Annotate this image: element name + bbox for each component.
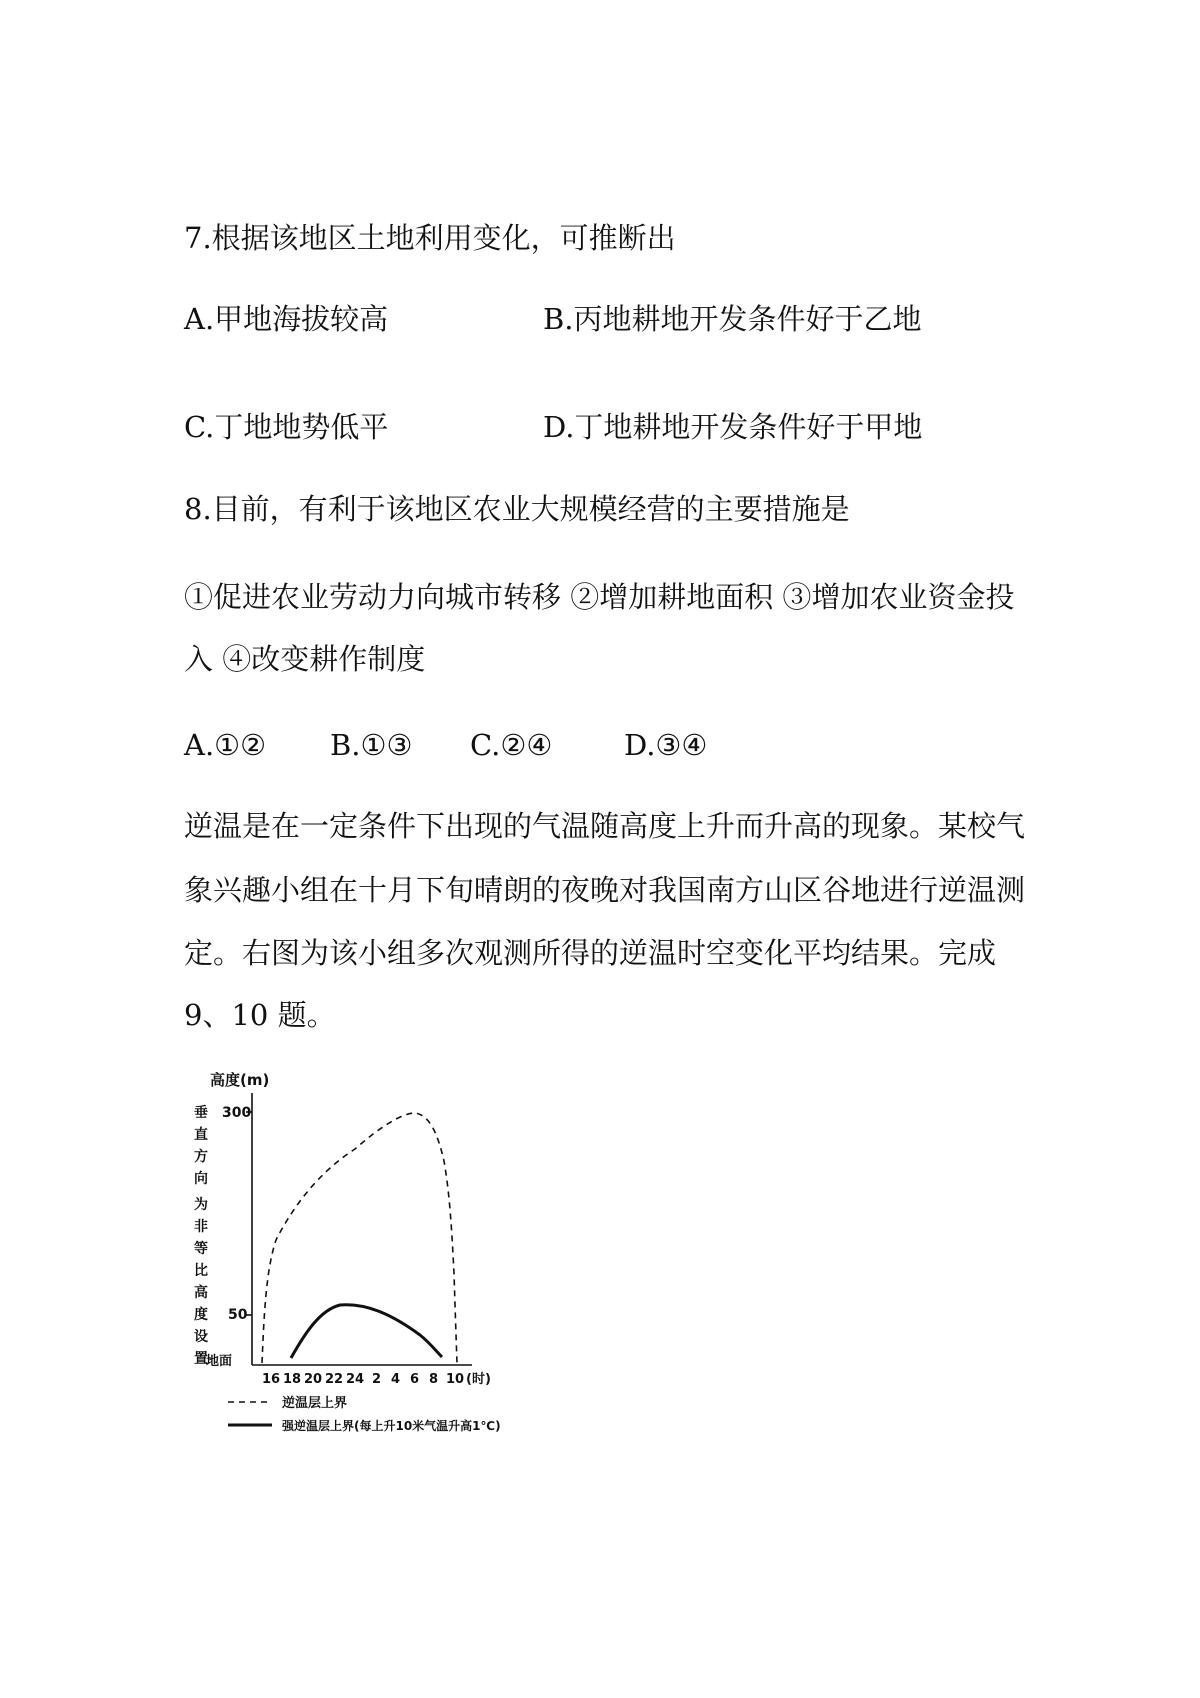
x-tick: 24 [346, 1372, 365, 1387]
q7-option-b: B.丙地耕地开发条件好于乙地 [543, 302, 922, 336]
x-tick-labels [262, 1372, 491, 1387]
y-side-char: 垂 [194, 1105, 208, 1121]
y-side-char: 等 [194, 1241, 208, 1257]
q7-option-c: C.丁地地势低平 [184, 410, 389, 444]
y-side-char: 方 [194, 1149, 208, 1165]
q8-stem: 8.目前，有利于该地区农业大规模经营的主要措施是 [184, 492, 850, 526]
x-tick: 16 [262, 1372, 281, 1387]
ground-label: 地面 [206, 1354, 233, 1369]
passage-line4: 9、10 题。 [184, 998, 336, 1032]
y-side-char: 度 [194, 1307, 208, 1323]
q8-option-b: B.①③ [330, 728, 413, 762]
y-side-char: 比 [194, 1263, 208, 1279]
x-unit: (时) [466, 1372, 491, 1387]
y-side-char: 向 [194, 1171, 208, 1187]
y-side-char: 高 [194, 1285, 208, 1301]
legend-dashed-label: 逆温层上界 [282, 1396, 348, 1411]
legend-solid-label: 强逆温层上界(每上升10米气温升高1℃) [282, 1419, 501, 1433]
x-tick: 10 [446, 1372, 465, 1387]
y-side-char: 非 [194, 1219, 208, 1235]
x-tick: 8 [429, 1372, 439, 1387]
q7-option-a: A.甲地海拔较高 [184, 302, 389, 336]
y-axis-title: 高度(m) [210, 1071, 270, 1089]
x-tick: 18 [283, 1372, 302, 1387]
x-tick: 20 [304, 1372, 323, 1387]
passage-line2: 象兴趣小组在十月下旬晴朗的夜晚对我国南方山区谷地进行逆温测 [184, 873, 1026, 907]
x-tick: 4 [391, 1372, 401, 1387]
q8-items-line1: ①促进农业劳动力向城市转移 ②增加耕地面积 ③增加农业资金投 [184, 580, 1015, 614]
y-side-char: 设 [194, 1329, 208, 1345]
inversion-upper-boundary-line [262, 1113, 457, 1363]
y-tick-50: 50 [228, 1307, 248, 1323]
x-tick: 22 [325, 1372, 344, 1387]
passage-line1: 逆温是在一定条件下出现的气温随高度上升而升高的现象。某校气 [184, 809, 1026, 843]
q8-option-a: A.①② [184, 728, 267, 762]
y-side-char: 为 [194, 1197, 208, 1213]
y-side-label [194, 1104, 208, 1367]
q8-option-d: D.③④ [624, 728, 708, 762]
strong-inversion-boundary-line [291, 1305, 442, 1358]
q7-option-d: D.丁地耕地开发条件好于甲地 [543, 410, 923, 444]
x-tick: 6 [410, 1372, 420, 1387]
q8-option-c: C.②④ [470, 728, 553, 762]
passage-line3: 定。右图为该小组多次观测所得的逆温时空变化平均结果。完成 [184, 936, 997, 970]
q7-stem: 7.根据该地区土地利用变化，可推断出 [184, 221, 676, 255]
inversion-figure [180, 1065, 520, 1445]
q8-items-line2: 入 ④改变耕作制度 [184, 642, 426, 676]
x-tick: 2 [372, 1372, 382, 1387]
y-side-char: 置 [194, 1351, 208, 1367]
inversion-chart-svg [180, 1065, 520, 1445]
y-side-char: 直 [194, 1127, 208, 1143]
y-tick-300: 300 [222, 1105, 252, 1121]
